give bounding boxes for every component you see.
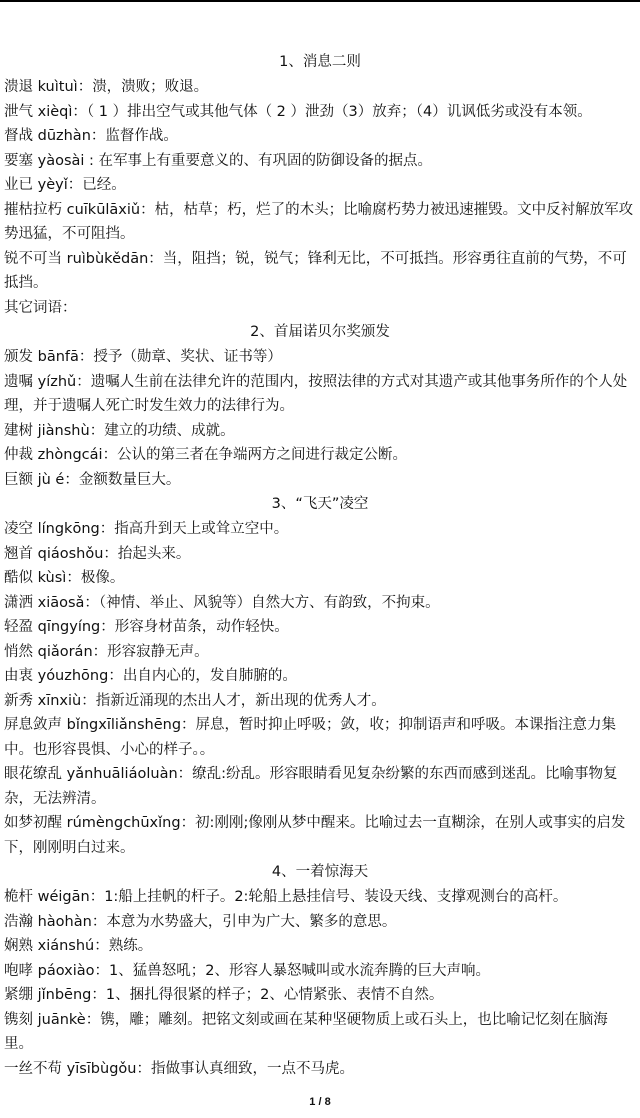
vocab-entry	[0, 173, 640, 198]
vocab-separator: ：	[91, 913, 107, 930]
vocab-term: 咆哮 páoxiào	[4, 962, 95, 979]
vocab-term: 镌刻 juānkè	[4, 1011, 86, 1028]
vocab-definition: 金额数量巨大。	[78, 471, 181, 488]
vocab-entry	[0, 370, 640, 419]
vocab-definition: 枯，枯草；朽，烂了的木头；比喻腐朽势力被迅速摧毁。文中反衬解放军攻势迅猛，不可阻挡。	[4, 201, 634, 242]
vocab-separator: ：	[84, 594, 99, 611]
vocab-separator: ：	[89, 422, 105, 439]
vocab-definition: 公认的第三者在争端两方之间进行裁定公断。	[117, 447, 408, 463]
vocab-separator: ：	[180, 815, 196, 831]
entry-list	[0, 517, 640, 860]
vocab-separator: ：	[181, 717, 196, 733]
vocab-term: 颁发 bānfā	[4, 349, 79, 365]
vocab-term: 泄气 xièqì	[4, 103, 73, 120]
vocab-separator: ：	[89, 889, 105, 905]
vocab-definition: 1、捆扎得很紧的样子；2、心情紧张、表情不自然。	[105, 987, 444, 1003]
vocab-entry	[0, 542, 640, 567]
section-title: 2、首届诺贝尔奖颁发	[250, 324, 390, 340]
vocab-entry	[0, 100, 640, 125]
vocab-definition: 监督作战。	[105, 128, 178, 144]
vocab-definition: 溃，溃败；败退。	[92, 79, 209, 95]
vocab-entry	[0, 247, 640, 296]
vocab-separator: ：	[92, 643, 108, 660]
vocab-definition: 在军事上有重要意义的、有巩固的防御设备的据点。	[98, 152, 433, 169]
vocab-separator: ：	[64, 471, 79, 488]
vocab-separator: ：	[102, 447, 118, 463]
vocab-entry	[0, 1008, 640, 1057]
page-number: 1 / 8	[309, 1096, 331, 1108]
vocab-entry	[0, 124, 640, 149]
entry-list	[0, 75, 640, 320]
vocab-term: 眼花缭乱 yǎnhuāliáoluàn	[4, 766, 178, 782]
entry-list	[0, 345, 640, 492]
vocab-entry	[0, 296, 640, 321]
vocab-entry	[0, 517, 640, 542]
vocab-entry	[0, 468, 640, 493]
vocab-term: 由衷 yóuzhōng	[4, 668, 109, 684]
vocab-separator: ：	[77, 79, 93, 95]
vocab-definition: 指高升到天上或耸立空中。	[114, 521, 289, 537]
vocab-definition: 指做事认真细致，一点不马虎。	[150, 1060, 354, 1077]
vocab-separator: ：	[148, 250, 163, 267]
section-1	[0, 50, 640, 320]
document-body	[0, 50, 640, 1081]
vocab-definition: （神情、举止、风貌等）自然大方、有韵致，不拘束。	[98, 594, 440, 611]
vocab-entry	[0, 591, 640, 616]
top-border-line	[0, 0, 640, 2]
vocab-entry	[0, 811, 640, 860]
vocab-term: 桅杆 wéigān	[4, 889, 90, 905]
vocab-definition: 授予（勋章、奖状、证书等）	[93, 349, 282, 365]
vocab-entry	[0, 983, 640, 1008]
vocab-definition: 初:刚刚;像刚从梦中醒来。比喻过去一直糊涂，在别人或事实的启发下，刚刚明白过来。	[4, 815, 626, 856]
vocab-definition: 熟练。	[108, 938, 153, 954]
vocab-entry	[0, 910, 640, 935]
vocab-entry	[0, 198, 640, 247]
vocab-definition: 缭乱:纷乱。形容眼睛看见复杂纷繁的东西而感到迷乱。比喻事物复杂，无法辨清。	[4, 766, 618, 807]
section-2	[0, 320, 640, 492]
vocab-term: 一丝不苟 yīsībùgǒu	[4, 1060, 137, 1077]
vocab-entry	[0, 640, 640, 665]
vocab-entry	[0, 149, 640, 174]
vocab-term: 凌空 língkōng	[4, 521, 100, 537]
section-4	[0, 860, 640, 1081]
vocab-term: 要塞 yàosài	[4, 152, 85, 169]
vocab-definition: 遗嘱人生前在法律允许的范围内，按照法律的方式对其遗产或其他事务所作的个人处理，并于遗嘱人死亡时发生效力的法律行为。	[4, 373, 628, 414]
section-title: 3、“飞天”凌空	[271, 496, 369, 512]
vocab-separator: ：	[78, 349, 94, 365]
vocab-separator: ：	[62, 299, 77, 316]
vocab-separator: ：	[67, 177, 83, 193]
vocab-entry	[0, 443, 640, 468]
vocab-entry	[0, 419, 640, 444]
vocab-separator: ：	[76, 373, 91, 390]
vocab-term: 潇洒 xiāosǎ	[4, 594, 85, 611]
vocab-term: 仲裁 zhòngcái	[4, 447, 103, 463]
vocab-separator: :	[84, 152, 99, 169]
vocab-entry	[0, 1057, 640, 1082]
vocab-term: 浩瀚 hàohàn	[4, 913, 92, 930]
vocab-entry	[0, 615, 640, 640]
vocab-definition: （ 1 ）排出空气或其他气体（ 2 ）泄劲（3）放弃；（4）讥讽低劣或没有本领。	[86, 103, 592, 120]
vocab-definition: 1:船上挂帆的杆子。2:轮船上悬挂信号、装设天线、支撑观测台的高杆。	[104, 889, 568, 905]
vocab-definition: 指新近涌现的杰出人才，新出现的优秀人才。	[95, 692, 386, 709]
vocab-definition: 极像。	[80, 570, 125, 586]
vocab-term: 屏息敛声 bǐngxīliǎnshēng	[4, 717, 182, 733]
vocab-separator: ：	[103, 545, 118, 562]
vocab-definition: 形容寂静无声。	[107, 643, 209, 660]
vocab-term: 业已 yèyǐ	[4, 177, 68, 193]
vocab-separator: ：	[94, 962, 109, 979]
section-3	[0, 492, 640, 860]
vocab-definition: 镌，雕；雕刻。把铭文刻或画在某种坚硬物质上或石头上，也比喻记忆刻在脑海里。	[4, 1011, 608, 1052]
vocab-term: 遗嘱 yízhǔ	[4, 373, 77, 390]
vocab-term: 摧枯拉朽 cuīkūlāxiǔ	[4, 201, 141, 218]
vocab-entry	[0, 345, 640, 370]
vocab-separator: ：	[94, 938, 109, 954]
vocab-term: 溃退 kuìtuì	[4, 79, 78, 95]
section-title: 1、消息二则	[279, 54, 361, 70]
vocab-term: 娴熟 xiánshú	[4, 938, 95, 954]
vocab-term: 锐不可当 ruìbùkědān	[4, 250, 149, 267]
vocab-entry	[0, 959, 640, 984]
vocab-separator: ：	[90, 128, 106, 144]
vocab-separator: ：	[108, 668, 123, 684]
vocab-definition: 1、猛兽怒吼；2、形容人暴怒喊叫或水流奔腾的巨大声响。	[109, 962, 490, 979]
vocab-separator: ：	[85, 1011, 101, 1028]
vocab-entry	[0, 566, 640, 591]
vocab-separator: ：	[177, 766, 193, 782]
vocab-entry	[0, 75, 640, 100]
vocab-entry	[0, 934, 640, 959]
vocab-term: 紧绷 jǐnbēng	[4, 987, 92, 1003]
vocab-term: 悄然 qiǎorán	[4, 643, 93, 660]
entry-list	[0, 885, 640, 1081]
vocab-separator: ：	[99, 521, 115, 537]
vocab-separator: ：	[136, 1060, 151, 1077]
vocab-term: 其它词语	[4, 299, 62, 316]
vocab-separator: ：	[72, 103, 87, 120]
vocab-separator: ：	[100, 619, 115, 635]
vocab-entry	[0, 713, 640, 762]
vocab-separator: ：	[81, 692, 96, 709]
vocab-definition: 屏息，暂时抑止呼吸；敛，收；抑制语声和呼吸。本课指注意力集中。也形容畏惧、小心的样子。。	[4, 717, 617, 758]
vocab-entry	[0, 664, 640, 689]
vocab-term: 新秀 xīnxiù	[4, 692, 82, 709]
vocab-term: 如梦初醒 rúmèngchūxǐng	[4, 815, 181, 831]
vocab-separator: ：	[91, 987, 106, 1003]
section-title: 4、一着惊海天	[271, 864, 369, 880]
vocab-definition: 本意为水势盛大，引申为广大、繁多的意思。	[106, 913, 397, 930]
vocab-entry	[0, 885, 640, 910]
vocab-entry	[0, 762, 640, 811]
vocab-separator: ：	[66, 570, 81, 586]
vocab-definition: 当，阻挡；锐，锐气；锋利无比，不可抵挡。形容勇往直前的气势，不可抵挡。	[4, 250, 627, 291]
vocab-term: 翘首 qiáoshǒu	[4, 545, 104, 562]
vocab-definition: 已经。	[82, 177, 126, 193]
vocab-definition: 抬起头来。	[117, 545, 191, 562]
vocab-entry	[0, 689, 640, 714]
vocab-definition: 建立的功绩、成就。	[104, 422, 235, 439]
vocab-term: 建树 jiànshù	[4, 422, 90, 439]
vocab-term: 督战 dūzhàn	[4, 128, 91, 144]
vocab-term: 酷似 kùsì	[4, 570, 67, 586]
vocab-separator: ：	[140, 201, 155, 218]
vocab-term: 轻盈 qīngyíng	[4, 619, 101, 635]
vocab-definition: 形容身材苗条，动作轻快。	[114, 619, 289, 635]
vocab-term: 巨额 jù é	[4, 471, 65, 488]
vocab-definition: 出自内心的，发自肺腑的。	[122, 668, 297, 684]
